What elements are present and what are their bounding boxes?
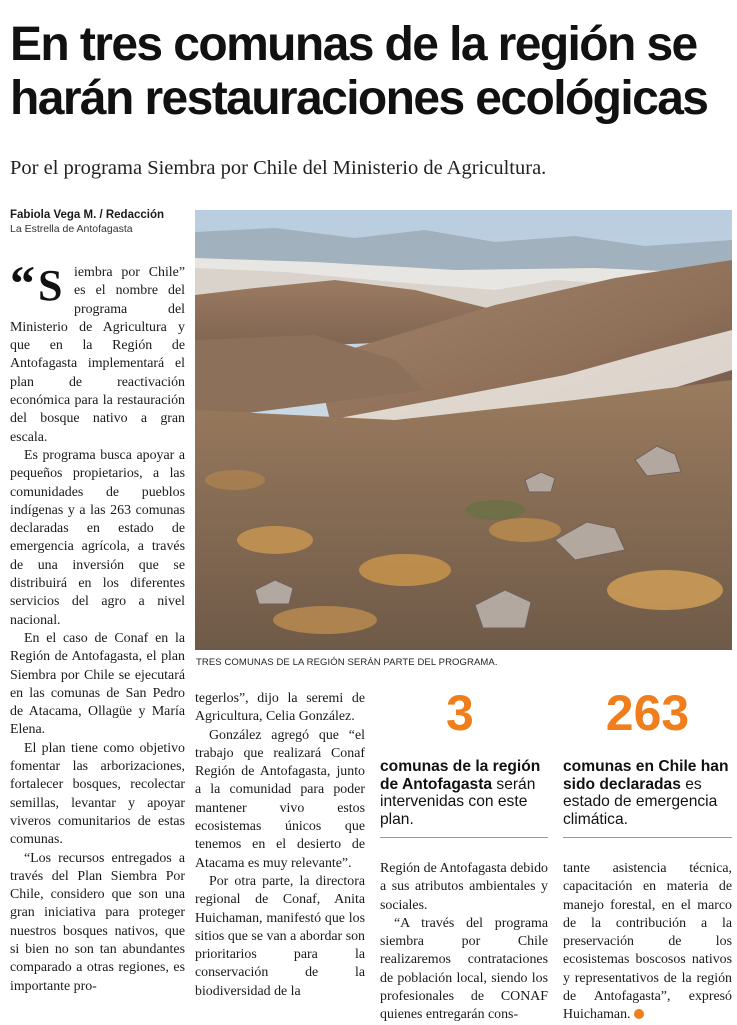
paragraph: Por otra parte, la directora regional de Conaf, Anita Huichaman, manifestó que los sitios que se van a abordar son prioritarios para la conservación de la biodiversidad de la xyxy=(195,873,365,999)
paragraph: Región de Antofagasta debido a sus atributos ambientales y sociales. xyxy=(380,861,548,913)
closing-text: tante asistencia técnica, capacitación en materia de manejo forestal, en el marco de la contribución a la preservación de los ecosistemas boscosos nativos y representativos de la región de Antofagasta”, expresó Huichaman. xyxy=(563,861,732,1023)
lead-paragraph xyxy=(10,255,185,447)
body-column-4 xyxy=(563,860,732,1025)
byline xyxy=(10,208,190,236)
paragraph: “Los recursos entregados a través del Plan Siembra Por Chile, considero que son una gran iniciativa para proteger nuestros bosques nativos, que si bien no son tan abundantes comparado a otras regiones, es importante pro- xyxy=(10,850,185,994)
stat-description-rest: es estado de emergencia climática. xyxy=(563,775,718,828)
stat-divider xyxy=(563,837,732,838)
body-column-3 xyxy=(380,860,548,1025)
stat-number: 3 xyxy=(446,685,474,741)
headline: En tres comunas de la región se harán restauraciones ecológicas xyxy=(10,18,708,125)
stat-box-communes-chile xyxy=(563,685,732,828)
body-column-1 xyxy=(10,255,185,996)
stat-description-bold: comunas de la región de Antofagasta xyxy=(380,758,541,793)
body-column-2 xyxy=(195,690,365,1001)
dropcap-quote: “ xyxy=(10,255,35,311)
lead-text: iembra por Chile” es el nombre del programa del Ministerio de Agricultura y que en la Región de Antofagasta implementará el plan de reactivación económica para la restauración del bosque nativo a gran escala. xyxy=(10,265,185,445)
paragraph: tegerlos”, dijo la seremi de Agricultura, Celia González. xyxy=(195,691,365,725)
article-photo xyxy=(195,210,732,650)
stat-box-communes-region xyxy=(380,685,548,828)
paragraph: Es programa busca apoyar a pequeños propietarios, a las comunidades de pueblos indígenas y a las 263 comunas declaradas en estado de emergencia agrícola, a través de una inversión que se distribuirá en los diferentes servicios del agro a nivel nacional. xyxy=(10,447,185,628)
dropcap-letter: S xyxy=(38,261,63,310)
stat-description-rest: serán intervenidas con este plan. xyxy=(380,775,536,828)
stat-description xyxy=(380,758,548,828)
publication-name: La Estrella de Antofagasta xyxy=(10,223,133,235)
subheadline: Por el programa Siembra por Chile del Ministerio de Agricultura. xyxy=(10,157,547,179)
stat-description xyxy=(563,758,732,828)
paragraph: En el caso de Conaf en la Región de Antofagasta, el plan Siembra por Chile se ejecutará en las comunas de San Pedro de Atacama, Ollagüe y María Elena. xyxy=(10,630,185,738)
paragraph: El plan tiene como objetivo fomentar las arborizaciones, fortalecer bosques, recolectar semillas, levantar y apoyar viveros comunitarios de estas comunas. xyxy=(10,740,185,848)
paragraph: González agregó que “el trabajo que realizará Conaf Región de Antofagasta, junto a la comunidad para poder mantener vivo estos ecosistemas únicos que tenemos en el desierto de Atacama es muy relevante”. xyxy=(195,727,365,871)
paragraph: “A través del programa siembra por Chile realizaremos contrataciones de población local, siendo los profesionales de CONAF quienes entregarán cons- xyxy=(380,915,548,1023)
desert-landscape-image xyxy=(195,210,732,650)
dropcap xyxy=(10,255,70,318)
author-name: Fabiola Vega M. / Redacción xyxy=(10,209,165,221)
photo-caption: TRES COMUNAS DE LA REGIÓN SERÁN PARTE DEL PROGRAMA. xyxy=(196,657,498,668)
paragraph xyxy=(563,860,732,1025)
stat-divider xyxy=(380,837,548,838)
stat-description-bold: comunas en Chile han sido declaradas xyxy=(563,758,729,793)
stat-number: 263 xyxy=(605,685,690,741)
